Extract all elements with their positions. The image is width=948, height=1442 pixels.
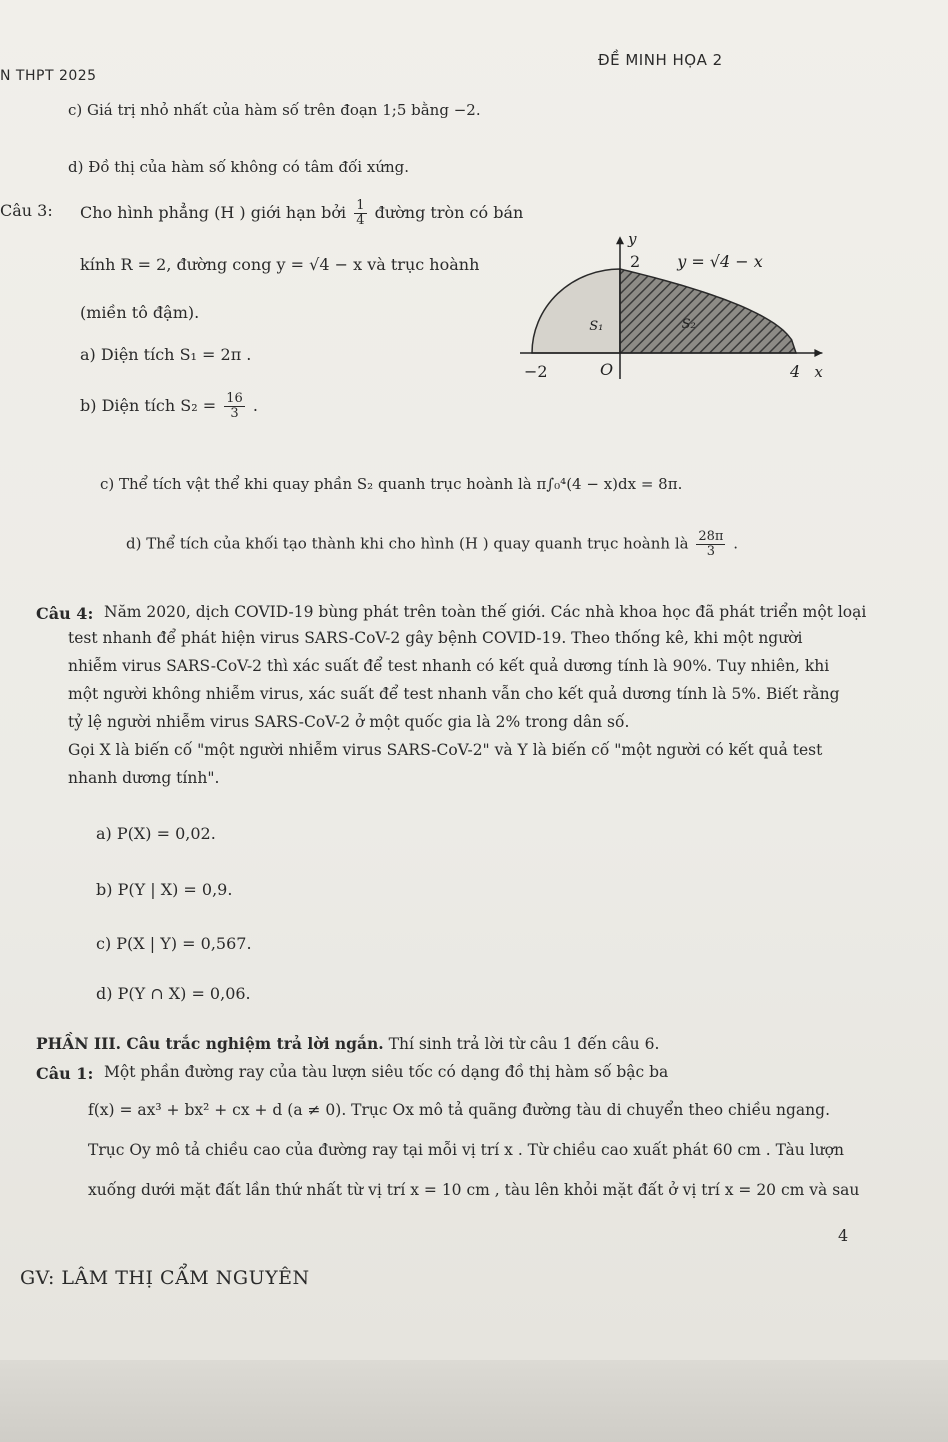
cau4-label: Câu 4:: [36, 604, 94, 623]
cau3-d-tail: .: [733, 534, 739, 553]
cau4-option-b: b) P(Y | X) = 0,9.: [96, 880, 233, 899]
cau1-p1: Một phần đường ray của tàu lượn siêu tốc có dạng đồ thị hàm số bậc ba: [104, 1063, 669, 1081]
cau1-p4: xuống dưới mặt đất lần thứ nhất từ vị trí x = 10 cm , tàu lên khỏi mặt đất ở vị trí x = 20 cm và sau: [88, 1181, 860, 1199]
y-tick-2: 2: [630, 252, 641, 271]
x-tick-4: 4: [790, 362, 801, 381]
cau4-p6: Gọi X là biến cố "một người nhiễm virus SARS-CoV-2" và Y là biến cố "một người có kết quả test: [68, 741, 823, 759]
cau4-p4: một người không nhiễm virus, xác suất để test nhanh vẫn cho kết quả dương tính là 5%. Biết rằng: [68, 685, 840, 703]
cau3-line2: kính R = 2, đường cong y = √4 − x và trục hoành: [80, 255, 480, 274]
cau3-b-tail: .: [252, 396, 258, 415]
cau3-option-a: a) Diện tích S₁ = 2π .: [80, 345, 252, 364]
d-den: 3: [706, 544, 716, 559]
cau4-p2: test nhanh để phát hiện virus SARS-CoV-2 gây bệnh COVID-19. Theo thống kê, khi một người: [68, 629, 803, 647]
b-den: 3: [230, 406, 239, 421]
teacher-name: GV: LÂM THỊ CẨM NGUYÊN: [20, 1267, 310, 1289]
cau4-p5: tỷ lệ người nhiễm virus SARS-CoV-2 ở một quốc gia là 2% trong dân số.: [68, 713, 630, 731]
frac-num: 1: [356, 198, 365, 213]
cau3-line1-text: Cho hình phẳng (H ) giới hạn bởi: [80, 203, 347, 222]
s1-label: S₁: [589, 318, 604, 334]
y-axis-arrow: [616, 236, 624, 244]
phan3-instruction: Thí sinh trả lời từ câu 1 đến câu 6.: [383, 1035, 660, 1053]
cau3-option-b: [80, 392, 258, 421]
x-axis-arrow: [814, 349, 822, 357]
cau3-d-text: d) Thể tích của khối tạo thành khi cho hình (H ) quay quanh trục hoành là: [126, 534, 689, 553]
cau3-line3: (miền tô đậm).: [80, 303, 200, 322]
cau4-option-a: a) P(X) = 0,02.: [96, 824, 216, 843]
x-axis-label: x: [814, 363, 823, 381]
frac-den: 4: [356, 213, 365, 228]
cau1-p2: f(x) = ax³ + bx² + cx + d (a ≠ 0). Trục Ox mô tả quãng đường tàu di chuyển theo chiều ngang.: [88, 1101, 831, 1119]
cau3-option-c: c) Thể tích vật thể khi quay phần S₂ quanh trục hoành là π∫₀⁴(4 − x)dx = 8π.: [100, 475, 683, 493]
cau4-option-d: d) P(Y ∩ X) = 0,06.: [96, 984, 251, 1003]
header-right: ĐỀ MINH HỌA 2: [598, 51, 723, 69]
s2-label: S₂: [681, 316, 696, 332]
cau3-b-text: b) Diện tích S₂ =: [80, 396, 217, 415]
cau1-label: Câu 1:: [36, 1064, 94, 1083]
phan3-title: PHẦN III. Câu trắc nghiệm trả lời ngắn.: [36, 1034, 384, 1053]
phan3-heading: [36, 1034, 659, 1054]
cau4-option-c: c) P(X | Y) = 0,567.: [96, 934, 252, 953]
desk-surface: [0, 1360, 948, 1442]
x-tick-neg2: −2: [524, 362, 548, 381]
cau4-p3: nhiễm virus SARS-CoV-2 thì xác suất để test nhanh có kết quả dương tính là 90%. Tuy nhiên, khi: [68, 657, 830, 675]
cau3-line1-tail: đường tròn có bán: [374, 203, 524, 222]
prev-option-c: c) Giá trị nhỏ nhất của hàm số trên đoạn 1;5 bằng −2.: [68, 101, 481, 119]
d-num: 28π: [698, 529, 724, 544]
origin-label: O: [600, 360, 614, 379]
cau3-d-fraction: [696, 530, 725, 559]
region-s1: [532, 269, 620, 353]
y-axis-label: y: [628, 230, 637, 249]
header-left: N THPT 2025: [0, 68, 97, 84]
cau3-b-fraction: [224, 392, 245, 421]
cau3-label: Câu 3:: [0, 201, 53, 220]
area-figure: [520, 195, 840, 385]
region-s2: [620, 269, 796, 353]
cau3-line1: [80, 199, 523, 228]
b-num: 16: [226, 391, 243, 406]
cau1-p3: Trục Oy mô tả chiều cao của đường ray tại mỗi vị trí x . Từ chiều cao xuất phát 60 cm . Tàu lượn: [88, 1141, 844, 1159]
cau4-p1: Năm 2020, dịch COVID-19 bùng phát trên toàn thế giới. Các nhà khoa học đã phát triển một loại: [104, 603, 867, 621]
cau4-p7: nhanh dương tính".: [68, 769, 220, 787]
cau3-fraction: [354, 199, 366, 228]
page-number: 4: [838, 1226, 849, 1245]
prev-option-d: d) Đồ thị của hàm số không có tâm đối xứng.: [68, 158, 410, 176]
curve-label: y = √4 − x: [677, 252, 763, 271]
cau3-option-d: [126, 530, 738, 559]
